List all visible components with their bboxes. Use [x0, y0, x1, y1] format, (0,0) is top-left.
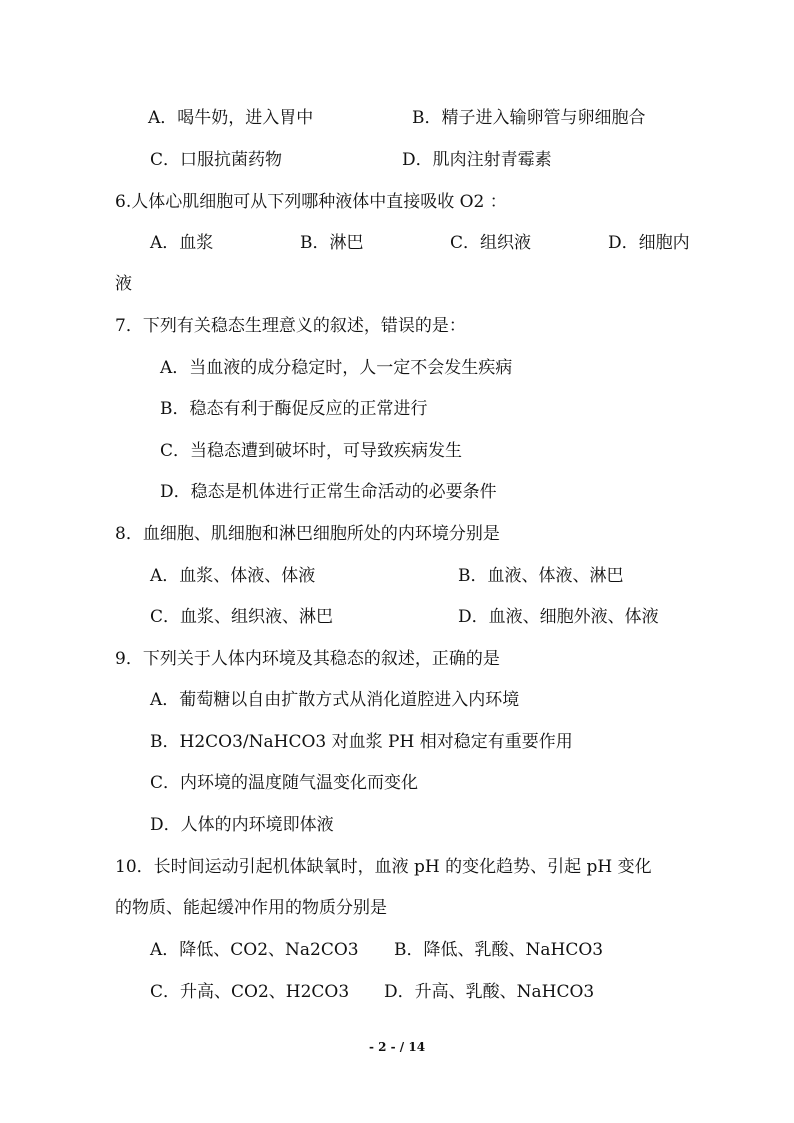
page-number: - 2 - / 14: [368, 1040, 426, 1054]
q10-option-b: B．降低、乳酸、NaHCO3: [394, 940, 604, 960]
q6-option-b: B．淋巴: [300, 233, 364, 253]
q5-option-a: A．喝牛奶，进入胃中: [148, 108, 314, 128]
q9-stem: 9．下列关于人体内环境及其稳态的叙述，正确的是: [115, 649, 500, 669]
q8-option-d: D．血液、细胞外液、体液: [458, 607, 659, 627]
q10-option-c: C．升高、CO2、H2CO3: [150, 982, 350, 1002]
q10-stem-line-1: 10．长时间运动引起机体缺氧时，血液 pH 的变化趋势、引起 pH 变化: [115, 857, 652, 877]
q9-option-c: C．内环境的温度随气温变化而变化: [150, 773, 419, 793]
q6-stem: 6.人体心肌细胞可从下列哪种液体中直接吸收 O2 ：: [115, 192, 507, 212]
q8-option-a: A．血浆、体液、体液: [150, 566, 316, 586]
q7-stem: 7．下列有关稳态生理意义的叙述，错误的是：: [115, 316, 466, 336]
q7-option-d: D．稳态是机体进行正常生命活动的必要条件: [160, 482, 497, 502]
q9-option-b: B．H2CO3/NaHCO3 对血浆 PH 相对稳定有重要作用: [150, 732, 573, 752]
q7-option-a: A．当血液的成分稳定时，人一定不会发生疾病: [160, 358, 513, 378]
q5-option-c: C．口服抗菌药物: [150, 150, 283, 170]
q9-option-d: D．人体的内环境即体液: [150, 815, 334, 835]
q6-option-a: A．血浆: [150, 233, 214, 253]
q9-option-a: A．葡萄糖以自由扩散方式从消化道腔进入内环境: [150, 690, 520, 710]
q8-option-b: B．血液、体液、淋巴: [458, 566, 624, 586]
q7-option-c: C．当稳态遭到破坏时，可导致疾病发生: [160, 441, 463, 461]
q6-option-d: D．细胞内: [608, 233, 690, 253]
q7-option-b: B．稳态有利于酶促反应的正常进行: [160, 399, 428, 419]
q5-option-b: B．精子进入输卵管与卵细胞合: [412, 108, 646, 128]
q6-option-d-continuation: 液: [115, 274, 132, 294]
q8-stem: 8．血细胞、肌细胞和淋巴细胞所处的内环境分别是: [115, 524, 500, 544]
q5-option-d: D．肌肉注射青霉素: [402, 150, 552, 170]
q10-option-a: A．降低、CO2、Na2CO3: [150, 940, 359, 960]
q10-stem-line-2: 的物质、能起缓冲作用的物质分别是: [115, 898, 387, 918]
q8-option-c: C．血浆、组织液、淋巴: [150, 607, 334, 627]
q6-option-c: C．组织液: [450, 233, 532, 253]
q10-option-d: D．升高、乳酸、NaHCO3: [384, 982, 595, 1002]
